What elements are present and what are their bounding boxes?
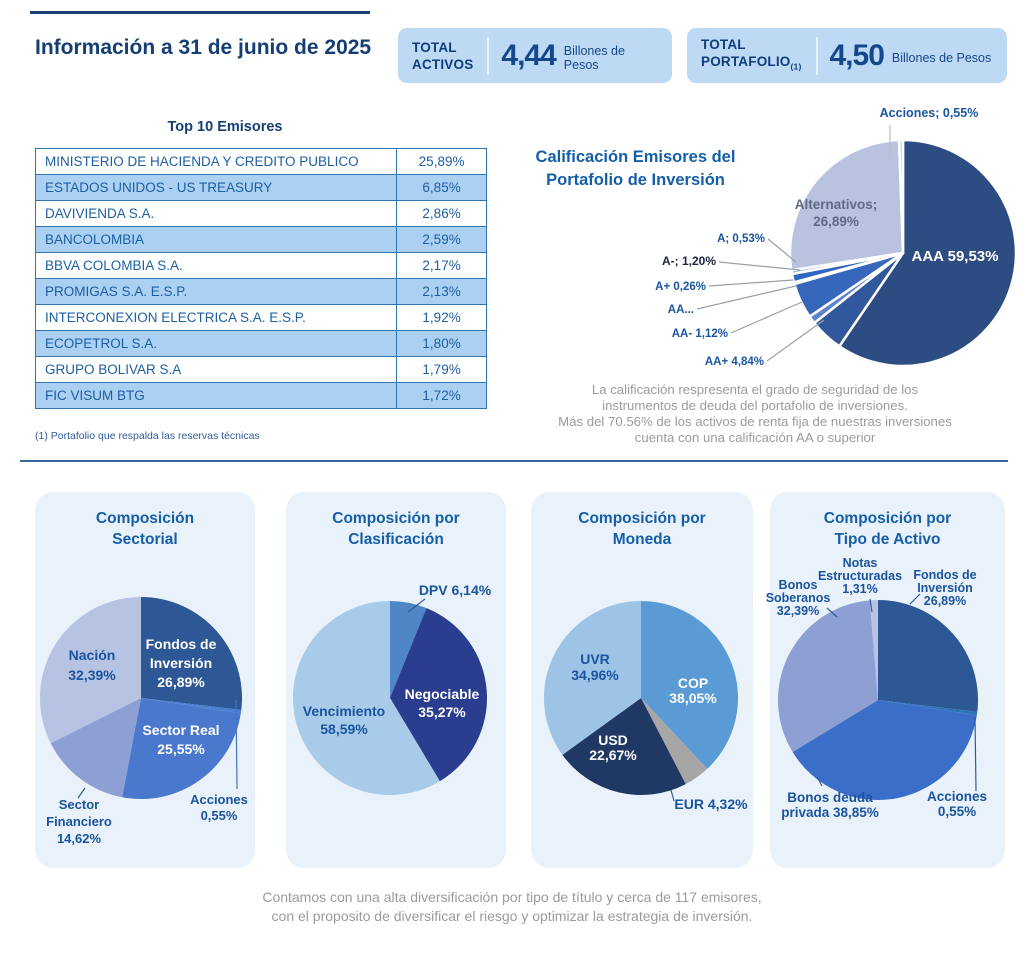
kpi-label-line2: ACTIVOS <box>412 56 474 72</box>
issuer-cell: ESTADOS UNIDOS - US TREASURY <box>36 175 397 201</box>
pie-label-fondos-de-inversi-n: Fondos de Inversión 26,89% <box>913 568 977 608</box>
pct-cell: 2,17% <box>397 253 487 279</box>
pie-slice-fondos-de-inversi-n <box>878 600 978 712</box>
pie-label-bonos-deuda-privada: Bonos deuda privada 38,85% <box>781 790 879 820</box>
card-title: Composición por Clasificación <box>332 510 460 548</box>
top-rule <box>30 11 370 14</box>
kpi-total-portafolio <box>687 28 1007 83</box>
pie-slice-fondos-de-inversi-n <box>141 597 242 710</box>
kpi-divider <box>487 37 489 75</box>
rating-chart-title: Calificación Emisores del Portafolio de Inversión <box>535 148 736 189</box>
table-row <box>36 383 487 409</box>
issuer-cell: FIC VISUM BTG <box>36 383 397 409</box>
card-title: Composición Sectorial <box>95 510 195 548</box>
table-row <box>36 175 487 201</box>
pie-label-aa: AA... <box>667 304 694 316</box>
pie-label-notas-estructuradas: Notas Estructuradas 1,31% <box>817 556 903 596</box>
pie-label-uvr: UVR 34,96% <box>571 651 619 683</box>
pie-label-vencimiento: Vencimiento 58,59% <box>302 703 386 737</box>
pct-cell: 2,59% <box>397 227 487 253</box>
pie-label-naci-n: Nación 32,39% <box>68 647 116 683</box>
top-10-emisores-table <box>35 148 487 409</box>
pie-label-usd: USD 22,67% <box>589 732 637 763</box>
leader-line-aa <box>767 320 824 361</box>
pie-label-sector-real: Sector Real 25,55% <box>142 722 220 757</box>
kpi-value: 4,50 <box>829 38 884 72</box>
pct-cell: 6,85% <box>397 175 487 201</box>
table-row <box>36 305 487 331</box>
pie-label-dpv: DPV 6,14% <box>418 582 492 598</box>
issuer-cell: GRUPO BOLIVAR S.A <box>36 357 397 383</box>
kpi-label-line2: $PORTAFOLIO_{(1)}$ <box>701 53 802 72</box>
issuer-cell: ECOPETROL S.A. <box>36 331 397 357</box>
card-composicion-tipo-activo <box>765 492 1005 868</box>
kpi-divider <box>816 37 818 75</box>
table-title: Top 10 Emisores <box>167 119 283 135</box>
card-title: Composición por Tipo de Activo <box>823 510 952 548</box>
pie-label-sector-financiero: Sector Financiero 14,62% <box>46 797 112 846</box>
pie-label-alternativos: Alternativos; 26,89% <box>794 197 878 229</box>
kpi-unit: Billones de Pesos <box>563 43 625 72</box>
pct-cell: 25,89% <box>397 149 487 175</box>
table-row <box>36 201 487 227</box>
issuer-cell: MINISTERIO DE HACIENDA Y CREDITO PUBLICO <box>36 149 397 175</box>
pie-label-aaa: AAA 59,53% <box>911 248 999 265</box>
pie-label-a: A+ 0,26% <box>655 281 706 293</box>
rating-note: La calificación respresenta el grado de seguridad de los instrumentos de deuda del portafolio de inversiones. Más del 70.56% de los activos de renta fija de nuestras inversiones cuenta con una calificación AA o superior <box>558 382 952 445</box>
issuer-cell: BBVA COLOMBIA S.A. <box>36 253 397 279</box>
pie-label-eur: EUR 4,32% <box>674 796 748 812</box>
table-row <box>36 149 487 175</box>
table-row <box>36 227 487 253</box>
pie-label-cop: COP 38,05% <box>669 675 717 706</box>
leader-line-a <box>719 262 800 270</box>
pie-label-aa: AA+ 4,84% <box>704 356 764 368</box>
leader-line-aa <box>697 286 796 309</box>
pct-cell: 2,86% <box>397 201 487 227</box>
kpi-total-activos <box>398 28 672 83</box>
table-row <box>36 331 487 357</box>
pct-cell: 1,79% <box>397 357 487 383</box>
issuer-cell: INTERCONEXION ELECTRICA S.A. E.S.P. <box>36 305 397 331</box>
kpi-footnote-marker: (1) <box>790 61 802 72</box>
table-row <box>36 279 487 305</box>
pie-label-a: A-; 1,20% <box>661 254 716 268</box>
pct-cell: 1,80% <box>397 331 487 357</box>
kpi-label <box>412 39 473 73</box>
kpi-value: 4,44 <box>501 38 556 72</box>
pie-label-negociable: Negociable 35,27% <box>404 686 480 720</box>
kpi-label-line1: TOTAL <box>412 39 457 55</box>
sectorial-pie-chart <box>35 492 255 868</box>
pie-label-acciones: Acciones 0,55% <box>190 792 248 823</box>
pie-label-acciones: Acciones 0,55% <box>926 789 988 819</box>
moneda-pie-chart <box>531 492 753 868</box>
clasificacion-pie-chart <box>286 492 506 868</box>
kpi-label <box>701 36 802 76</box>
pct-cell: 2,13% <box>397 279 487 305</box>
kpi-unit: Billones de Pesos <box>891 50 992 65</box>
leader-line-acciones <box>975 717 976 791</box>
pie-label-fondos-de-inversi-n: Fondos de Inversión 26,89% <box>145 636 217 690</box>
rating-pie-chart <box>540 95 1024 380</box>
pie-label-bonos-soberanos: Bonos Soberanos 32,39% <box>765 578 831 618</box>
footnote: (1) Portafolio que respalda las reservas técnicas <box>35 430 260 442</box>
issuer-cell: BANCOLOMBIA <box>36 227 397 253</box>
section-divider <box>20 460 1008 462</box>
page-title: Información a 31 de junio de 2025 <box>35 36 372 59</box>
pie-label-aa: AA- 1,12% <box>671 328 728 340</box>
issuer-cell: PROMIGAS S.A. E.S.P. <box>36 279 397 305</box>
leader-line-a <box>709 280 793 286</box>
diversification-note: Contamos con una alta diversificación por tipo de título y cerca de 117 emisores, con el proposito de diversificar el riesgo y optimizar la estrategia de inversión. <box>262 889 762 924</box>
leader-line-aa <box>731 302 802 333</box>
card-composicion-sectorial <box>35 492 255 868</box>
pct-cell: 1,72% <box>397 383 487 409</box>
pie-label-acciones: Acciones; 0,55% <box>879 106 979 120</box>
table-row <box>36 357 487 383</box>
tipo-activo-pie-chart <box>765 492 1005 868</box>
card-composicion-clasificacion <box>286 492 506 868</box>
card-composicion-moneda <box>531 492 753 868</box>
kpi-label-line1: TOTAL <box>701 36 746 52</box>
table-row <box>36 253 487 279</box>
issuer-cell: DAVIVIENDA S.A. <box>36 201 397 227</box>
leader-line-fondos-de-inversi-n <box>910 594 920 604</box>
pct-cell: 1,92% <box>397 305 487 331</box>
pie-label-a: A; 0,53% <box>717 233 765 245</box>
card-title: Composición por Moneda <box>578 510 706 548</box>
